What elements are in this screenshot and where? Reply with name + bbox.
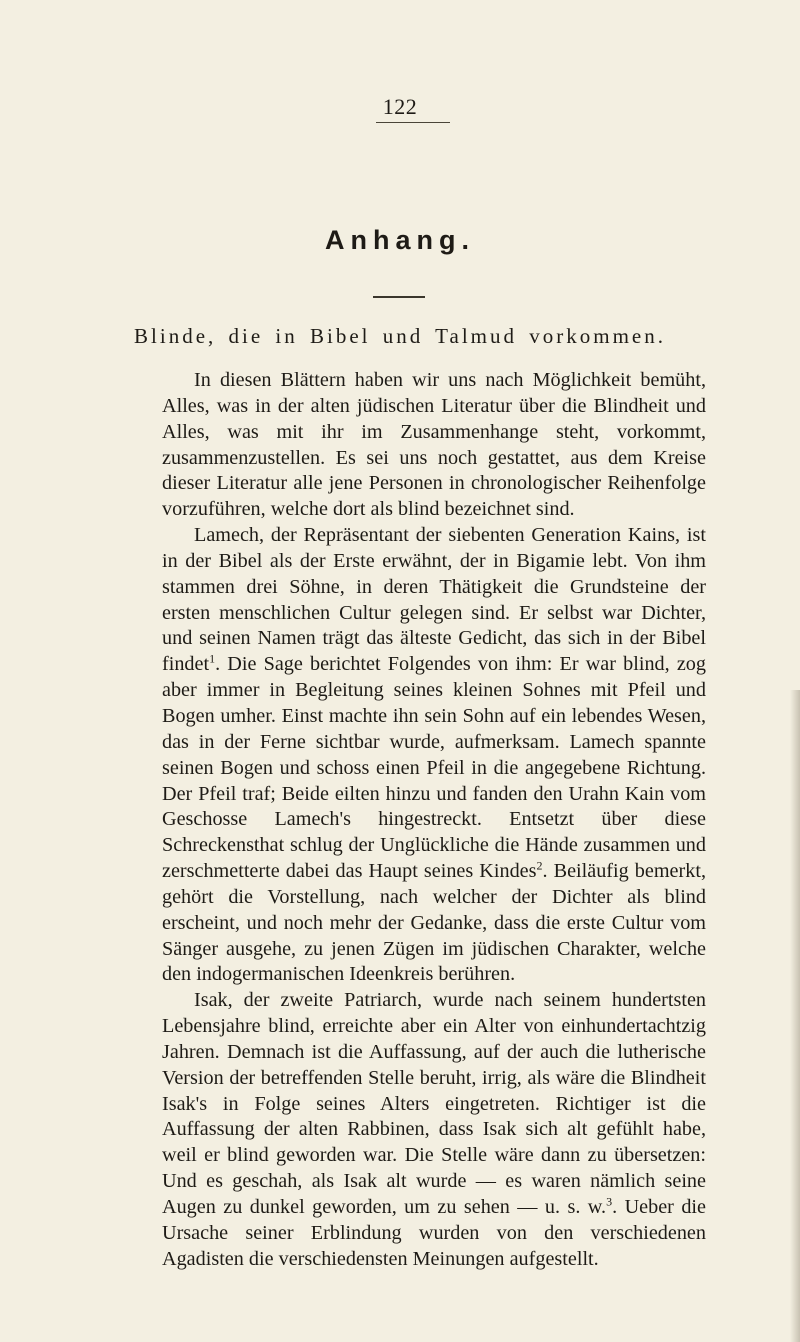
paragraph-isak-text-1: Isak, der zweite Patriarch, wurde nach seinem hundertsten Lebensjahre blind, erreichte aber ein Alter von einhundertachtzig Jahren. Demnach ist die Auffassung, auf der auch die lutherische Version der betreffenden Stelle beruht, irrig, als wäre die Blindheit Isak's in Folge seines Alters eingetreten. Richtiger ist die Auffassung der alten Rabbinen, dass Isak sich alt gefühlt habe, weil er blind geworden war. Die Stelle wäre dann zu übersetzen: Und es geschah, als Isak alt wurde — es waren nämlich seine Augen zu dunkel geworden, um zu sehen — u. s. w. <box>162 989 706 1218</box>
section-subtitle: Blinde, die in Bibel und Talmud vorkommen. <box>134 324 666 348</box>
footnote-ref-1: 1 <box>209 651 216 666</box>
heading-divider <box>373 296 425 298</box>
page-number: 122 <box>382 94 418 119</box>
footnote-ref-3: 3 <box>606 1194 613 1209</box>
page-number-underline <box>376 122 450 123</box>
paragraph-introduction: In diesen Blättern haben wir uns nach Möglichkeit bemüht, Alles, was in der alten jüdischen Literatur über die Blindheit und Alles, was mit ihr im Zusammenhange steht, vorkommt, zusammenzustellen. Es sei uns noch gestattet, aus dem Kreise dieser Literatur alle jene Personen in chronologischer Reihenfolge vorzuführen, welche dort als blind bezeichnet sind. <box>162 369 706 521</box>
body-text <box>162 368 706 1273</box>
paragraph-isak-text-2: . Ueber die Ursache seiner Erblindung wurden von den verschiedenen Agadisten die verschiedensten Meinungen aufgestellt. <box>162 1196 706 1270</box>
section-heading: Anhang. <box>325 225 475 255</box>
paragraph-lamech-text-3: . Beiläufig bemerkt, gehört die Vorstellung, nach welcher der Dichter als blind erscheint, und noch mehr der Gedanke, dass die erste Cultur vom Sänger ausgehe, zu jenen Zügen im jüdischen Charakter, welche den indogermanischen Ideenkreis berühren. <box>162 860 706 986</box>
paragraph-lamech-text-2: . Die Sage berichtet Folgendes von ihm: Er war blind, zog aber immer in Begleitung seines kleinen Sohnes mit Pfeil und Bogen umher. Einst machte ihn sein Sohn auf ein lebendes Wesen, das in der Ferne sichtbar wurde, aufmerksam. Lamech spannte seinen Bogen und schoss einen Pfeil in die angegebene Richtung. Der Pfeil traf; Beide eilten hinzu und fanden den Urahn Kain vom Geschosse Lamech's hingestreckt. Entsetzt über diese Schreckensthat schlug der Unglückliche die Hände zusammen und zerschmetterte dabei das Haupt seines Kindes <box>162 653 706 883</box>
page-edge-shadow <box>790 690 800 1342</box>
footnote-ref-2: 2 <box>536 858 543 873</box>
paragraph-lamech <box>162 523 706 988</box>
paragraph-lamech-text-1: Lamech, der Repräsentant der siebenten Generation Kains, ist in der Bibel als der Erste erwähnt, der in Bigamie lebt. Von ihm stammen drei Söhne, in deren Thätigkeit die Grundsteine der ersten menschlichen Cultur gelegen sind. Er selbst war Dichter, und seinen Namen trägt das älteste Gedicht, das sich in der Bibel findet <box>162 524 706 676</box>
paragraph-isak <box>162 988 706 1272</box>
